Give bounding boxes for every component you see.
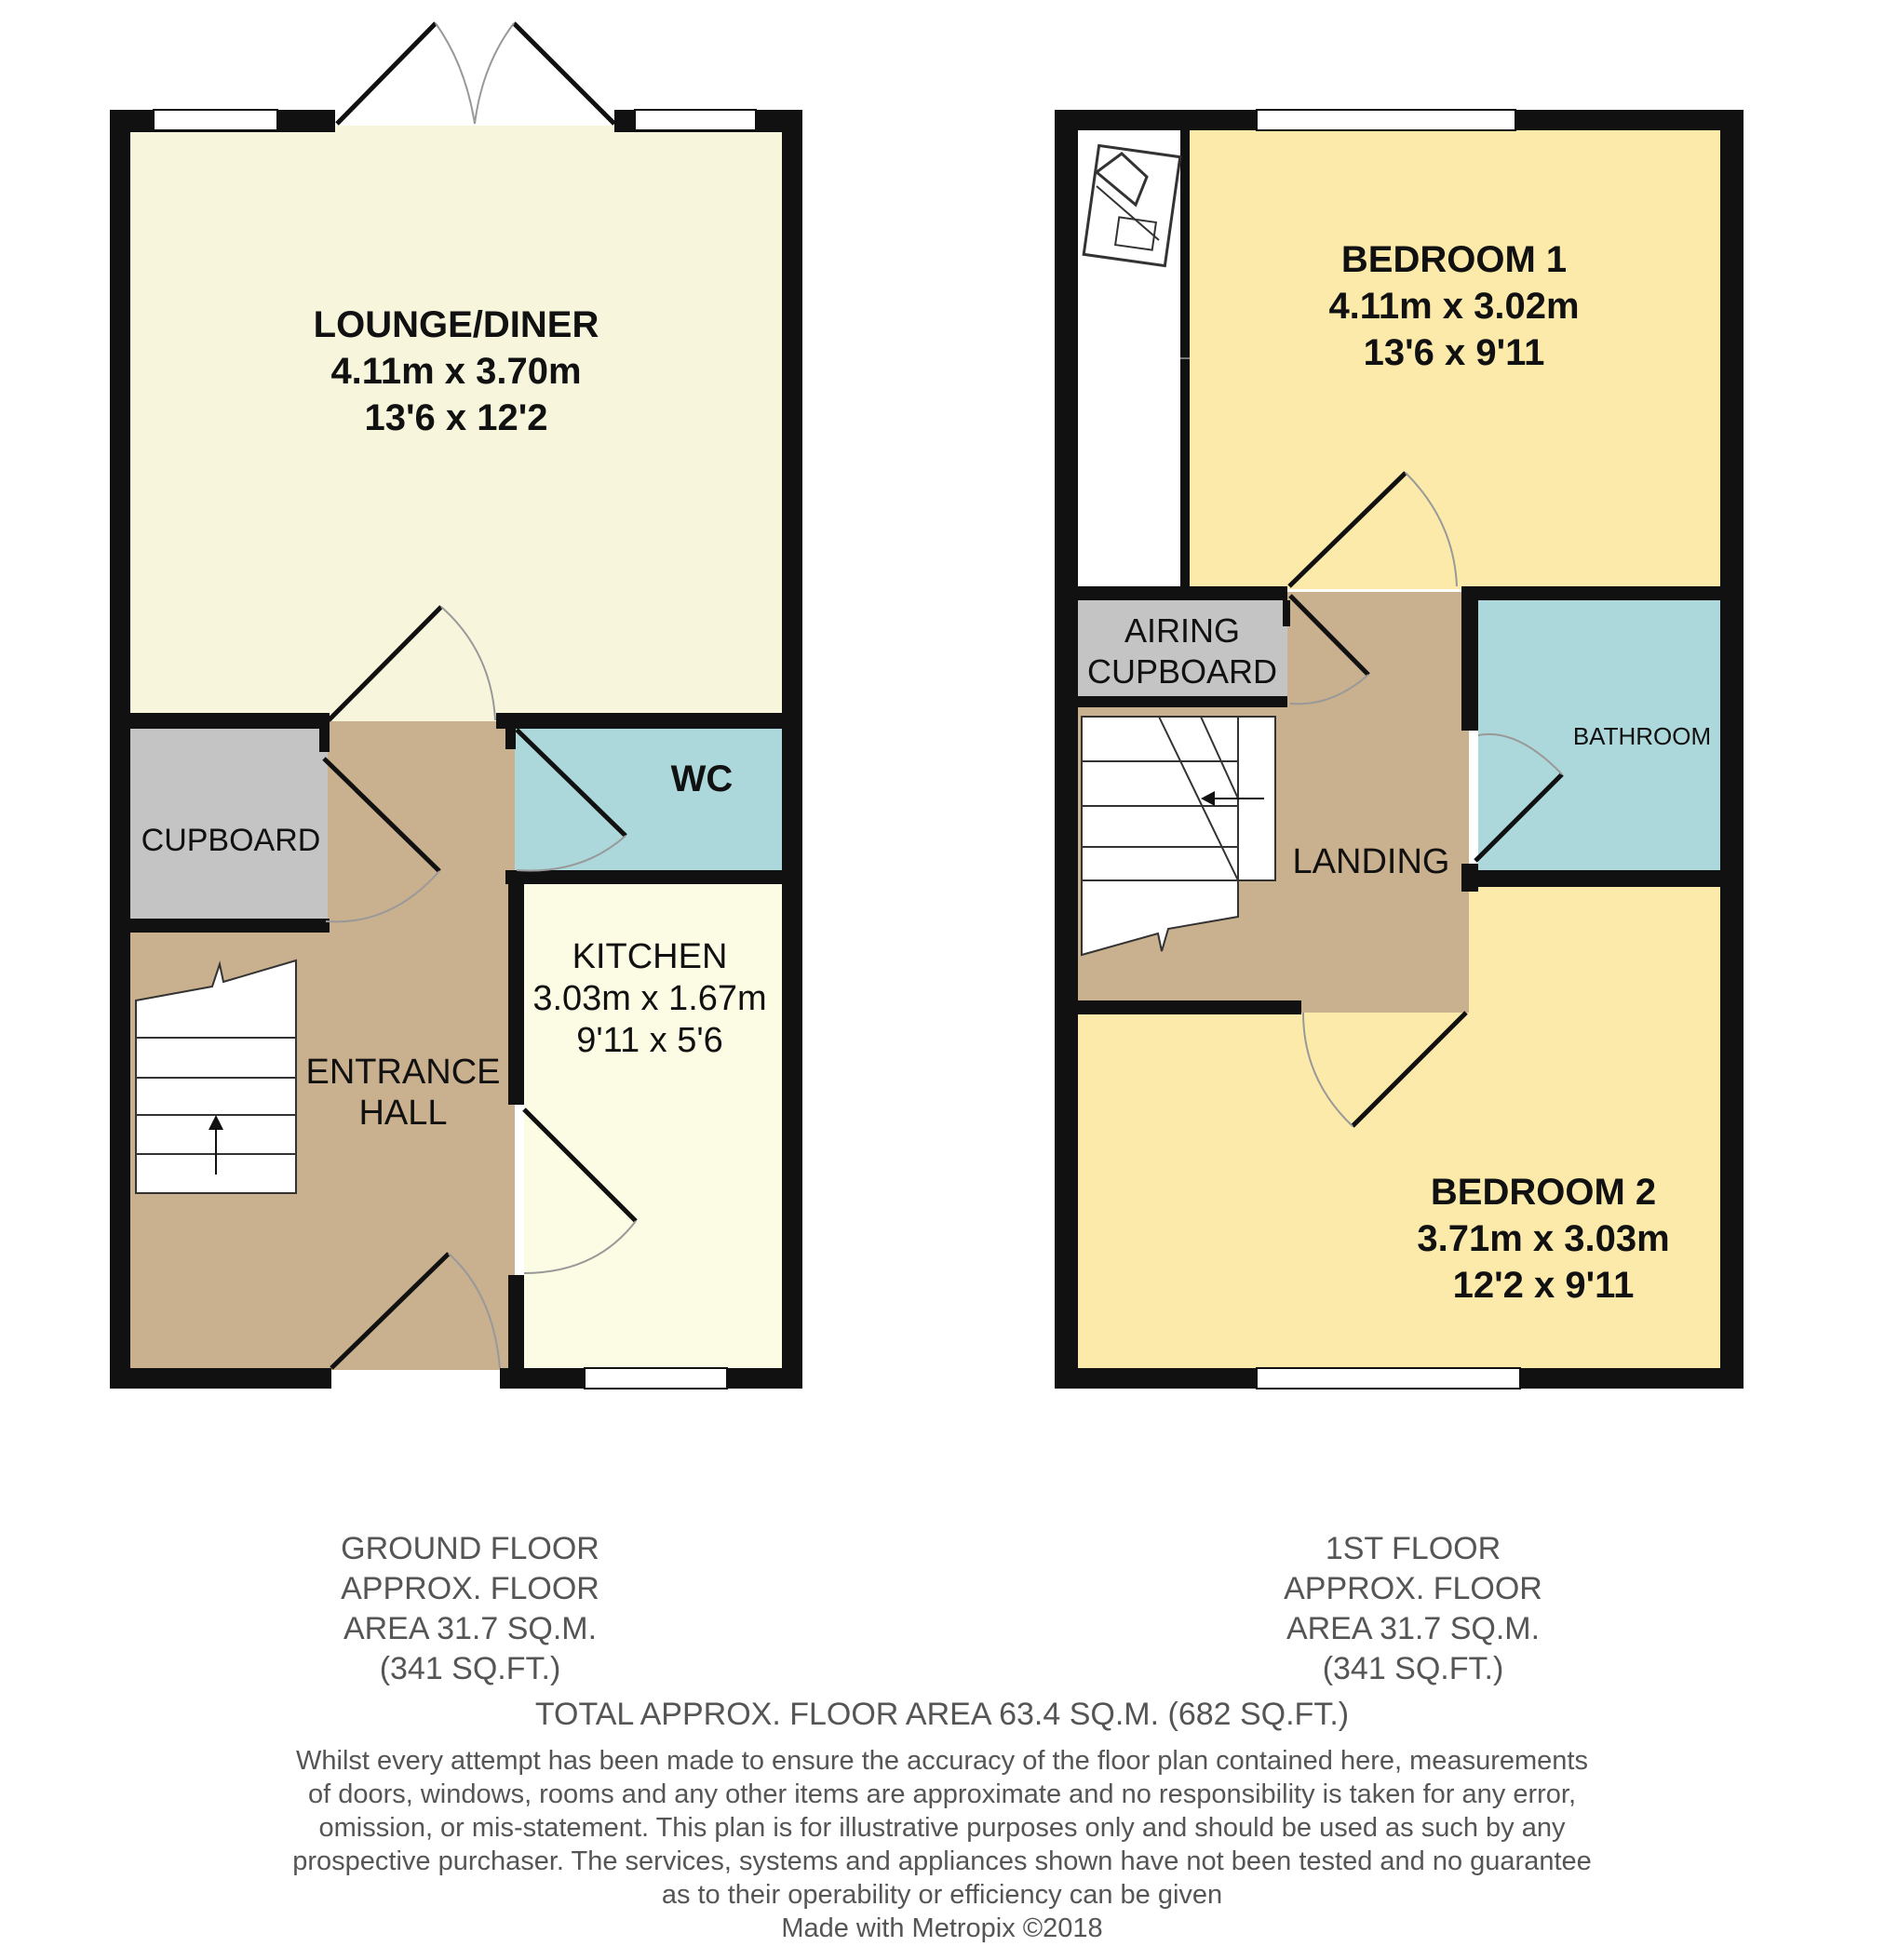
- boiler-icon: [1084, 145, 1180, 265]
- cupboard-name: CUPBOARD: [141, 823, 321, 858]
- landing-name: LANDING: [1292, 842, 1450, 881]
- gf-wall-wc-bottom: [505, 870, 782, 884]
- gf-wall-kitchen-left: [508, 870, 524, 1105]
- ff-wall-bed2-top: [1078, 1000, 1301, 1014]
- first-floor-caption: [1284, 1531, 1542, 1686]
- bedroom-1-imperial: 13'6 x 9'11: [1363, 332, 1545, 373]
- gf-wall-lounge-right: [496, 713, 782, 729]
- ground-floor-plan: [110, 23, 802, 1389]
- gf-wall-right: [782, 110, 802, 1389]
- bedroom-1-name: BEDROOM 1: [1340, 239, 1568, 280]
- gf-wall-cupboard-bottom: [130, 919, 330, 933]
- ff-window-top: [1257, 110, 1515, 130]
- ff-wall-right: [1720, 110, 1744, 1389]
- gf-wall-bottom-left: [110, 1368, 331, 1389]
- ff-wall-left: [1055, 110, 1078, 1389]
- disclaimer: [292, 1746, 1592, 1910]
- ff-caption-line2: APPROX. FLOOR: [1284, 1571, 1542, 1606]
- ff-wall-wardrobe: [1180, 130, 1190, 600]
- bathroom-name: BATHROOM: [1572, 722, 1712, 750]
- lounge-imperial: 13'6 x 12'2: [364, 397, 548, 438]
- disclaimer-line5: as to their operability or efficiency can be given: [661, 1880, 1223, 1910]
- patio-door-right-arc: [475, 23, 514, 124]
- gf-wall-lounge-left: [130, 713, 328, 729]
- patio-door-right: [514, 23, 614, 124]
- ff-wall-bed1-bottom-left: [1078, 586, 1287, 600]
- kitchen-name: KITCHEN: [572, 937, 728, 976]
- credit: Made with Metropix ©2018: [781, 1913, 1103, 1943]
- wc-room: [515, 729, 782, 873]
- ff-wall-bed1-bottom-right: [1461, 586, 1720, 600]
- kitchen-imperial: 9'11 x 5'6: [576, 1021, 723, 1060]
- gf-caption-line3: AREA 31.7 SQ.M.: [343, 1611, 598, 1646]
- patio-door-left-arc: [436, 23, 475, 124]
- ff-wall-bath-bottom: [1461, 870, 1720, 887]
- gf-wall-left: [110, 110, 130, 1389]
- gf-caption-line2: APPROX. FLOOR: [341, 1571, 599, 1606]
- airing-name-line2: CUPBOARD: [1086, 652, 1278, 691]
- ff-wall-bath-left-top: [1461, 586, 1478, 731]
- gf-window-top-right: [635, 110, 756, 130]
- ff-caption-line1: 1ST FLOOR: [1325, 1531, 1501, 1566]
- hall-name-line1: ENTRANCE: [305, 1053, 501, 1092]
- bedroom-2-imperial: 12'2 x 9'11: [1452, 1265, 1635, 1306]
- disclaimer-line1: Whilst every attempt has been made to ensure the accuracy of the floor plan contained here, measurements: [296, 1746, 1588, 1776]
- bedroom-1-metric: 4.11m x 3.02m: [1328, 286, 1580, 327]
- kitchen-metric: 3.03m x 1.67m: [532, 979, 767, 1018]
- ff-window-bottom: [1257, 1368, 1520, 1389]
- bedroom-2-name: BEDROOM 2: [1430, 1172, 1657, 1213]
- airing-name-line1: AIRING: [1124, 611, 1241, 650]
- total-floor-area: TOTAL APPROX. FLOOR AREA 63.4 SQ.M. (682 SQ.FT.): [534, 1697, 1350, 1732]
- gf-staircase: [136, 960, 296, 1193]
- hall-name-line2: HALL: [358, 1094, 448, 1133]
- ff-wall-airing-right: [1283, 600, 1290, 626]
- gf-window-bottom: [585, 1368, 727, 1389]
- gf-window-top-left: [154, 110, 277, 130]
- gf-caption-line1: GROUND FLOOR: [341, 1531, 599, 1566]
- lounge-metric: 4.11m x 3.70m: [330, 351, 582, 392]
- gf-wall-wc-left: [505, 729, 516, 749]
- gf-wall-kitchen-left-lower: [508, 1275, 524, 1370]
- ff-caption-line4: (341 SQ.FT.): [1322, 1651, 1504, 1686]
- disclaimer-line4: prospective purchaser. The services, systems and appliances shown have not been tested and no guarantee: [292, 1846, 1592, 1876]
- bedroom-2-metric: 3.71m x 3.03m: [1417, 1218, 1670, 1259]
- ff-wall-airing-bottom: [1078, 696, 1287, 707]
- wc-name: WC: [670, 758, 734, 799]
- disclaimer-line2: of doors, windows, rooms and any other items are approximate and no responsibility is taken for any error,: [307, 1779, 1577, 1809]
- lounge-name: LOUNGE/DINER: [313, 304, 599, 345]
- ground-floor-caption: [341, 1531, 599, 1686]
- disclaimer-line3: omission, or mis-statement. This plan is for illustrative purposes only and should be used as such by any: [318, 1813, 1566, 1843]
- patio-door-left: [337, 23, 436, 124]
- ff-caption-line3: AREA 31.7 SQ.M.: [1286, 1611, 1541, 1646]
- gf-caption-line4: (341 SQ.FT.): [379, 1651, 561, 1686]
- first-floor-plan: [1055, 110, 1744, 1389]
